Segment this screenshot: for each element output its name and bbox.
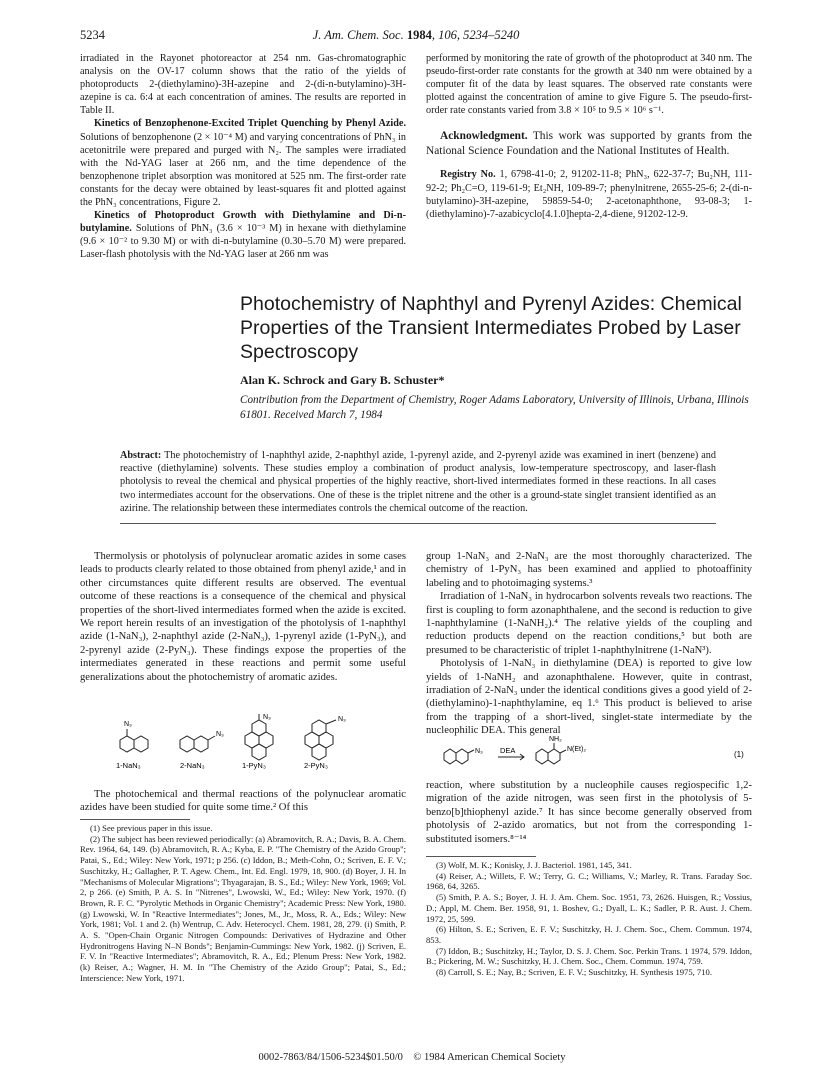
footnote: (5) Smith, P. A. S.; Boyer, J. H. J. Am. Chem. Soc. 1951, 73, 2626. Huisgen, R.; Vossius, D.; Appl, M. Chem. Ber. 1958, 91, 1. Boshev, G.; Dyall, L. K.; Sadler, P. R. Aust. J. Chem. 1972, 25, 599. bbox=[426, 892, 752, 924]
copyright-notice: © 1984 American Chemical Society bbox=[413, 1052, 566, 1063]
section-heading: Kinetics of Photoproduct Growth with Diethylamine and Di-n-butylamine. bbox=[80, 210, 406, 235]
abstract-text: The photochemistry of 1-naphthyl azide, 2-naphthyl azide, 1-pyrenyl azide, and 2-pyrenyl azide was examined in inert (benzene) and reactive (diethylamine) solvents. These studies employ a combination of product analysis, low-temperature spectroscopy, and laser-flash photolysis to reveal the chemical and physical properties of the highly reactive, short-lived intermediates formed in these reactions. In all cases two intermediates account for the observations. One of these is the triplet nitrene and the other is a ground-state singlet transient identified as an azirine. The relationship between these intermediates controls the chemical outcome of the reaction. bbox=[120, 450, 716, 514]
body-paragraph: reaction, where substitution by a nucleophile causes regiospecific 1,2-migration of the azide nitrogen, was seen first in the photolysis of 5-benzo[b]thiophenyl azide.⁷ It has since become generally observed from photolysis of 2-azido aromatics, but not from the corresponding 1-substituted isomers.⁸⁻¹⁴ bbox=[426, 780, 752, 845]
body-paragraph: The photochemical and thermal reactions of the polynuclear aromatic azides have been studied for quite some time.² Of this bbox=[80, 789, 406, 814]
publication-code: 0002-7863/84/1506-5234$01.50/0 bbox=[258, 1052, 403, 1063]
page-number: 5234 bbox=[80, 28, 105, 42]
footnotes-right bbox=[426, 860, 752, 978]
footnote: (6) Hilton, S. E.; Scriven, E. F. V.; Suschitzky, H. J. Chem. Soc., Chem. Commun. 1974, 853. bbox=[426, 924, 752, 945]
acknowledgment bbox=[426, 129, 752, 158]
reagent-label: DEA bbox=[500, 746, 516, 755]
article-affiliation: Contribution from the Department of Chemistry, Roger Adams Laboratory, University of Illinois, Urbana, Illinois 61801. Received March 7, 1984 bbox=[240, 394, 749, 421]
structure-label: 2-NaN₃ bbox=[180, 761, 205, 770]
journal-citation: J. Am. Chem. Soc. 1984, 106, 5234–5240 bbox=[312, 28, 520, 42]
structure-label: 1-PyN₃ bbox=[242, 761, 266, 770]
naphthyl-azide-1-structure bbox=[120, 729, 148, 752]
n3-label: N₃ bbox=[124, 721, 132, 728]
footnote: (7) Iddon, B.; Suschitzky, H.; Taylor, D. S. J. Chem. Soc. Perkin Trans. 1 1974, 579. Iddon, B.; Pickering, M. W.; Suschitzky, H. J. Chem. Soc., Chem. Commun. 1974, 759. bbox=[426, 945, 752, 967]
body-paragraph: group 1-NaN₃ and 2-NaN₃ are the most thoroughly characterized. The chemistry of 1-PyN₃ has been examined and applied to photoaffinity labeling and to photoimaging systems.³ bbox=[426, 551, 752, 589]
naphthyl-azide-2-structure bbox=[180, 736, 215, 752]
section-heading: Kinetics of Benzophenone-Excited Triplet Quenching by Phenyl Azide. bbox=[94, 118, 406, 130]
body-paragraph: Irradiation of 1-NaN₃ in hydrocarbon solvents reveals two reactions. The first is coupling to form azonaphthalene, and the second is reduction to give 1-naphthylamine (1-NaNH₂).⁴ The relative yields of the coupling and reduction products depend on the reaction conditions,⁵ but both are presumed to be characteristic of triplet 1-naphthylnitrene (1-NaN³). bbox=[426, 591, 752, 656]
footnote: (2) The subject has been reviewed periodically: (a) Abramovitch, R. A.; Davis, B. A. Chem. Rev. 1964, 64, 149. (b) Abramovitch, R. A.; Kyba, E. P. "The Chemistry of the Azido Group"; Patai, S., Ed.; Wiley: New York, 1971; p 256. (c) Iddon, B.; Meth-Cohn, O.; Scriven, E. F. V.; Suschitzky, H.; Gallagher, P. T. Agew. Chem., Int. Ed. Engl. 1979, 18, 900. (d) Boyer, J. H. In "Mechanisms of Molecular Migrations"; Thyagarajan, B. S., Ed.; Wiley: New York, 1969; Vol. 2, p 266. (e) Smith, P. A. S. In "Nitrenes", Lwowski, W., Ed.; Wiley: New York, 1970. (f) Brown, R. F. C. "Pyrolytic Methods in Organic Chemistry"; Academic Press: New York, 1980. (g) Lwowski, W. In "Reactive Intermediates"; Jones, M., Jr., Moss, R. A., Eds.; Wiley: New York, 1981; Vol. 1 and 2. (h) Wentrup, C. Adv. Heterocycl. Chem. 1981, 28, 279. (i) Smith, P. A. S. "Open-Chain Organic Nitrogen Compounds: Derivatives of Hydrazine and Other Hydronitrogens Having N–N Bonds"; Benjamin-Cummings: New York, 1982. (j) Scriven, E. F. V. In "Reactive Intermediates"; Abramovitch, R. A., Ed.; Plenum Press: New York, 1982. (k) Reiser, A.; Wagner, H. M. In "The Chemistry of the Azido Group"; Patai, S., Ed.; Interscience: New York, 1971. bbox=[80, 833, 406, 983]
paragraph-text: Solutions of PhN₃ (3.6 × 10⁻³ M) in hexane with diethylamine (9.6 × 10⁻² to 9.30 M) or with di-n-butylamine (0.30–5.70 M) were prepared. Laser-flash photolysis with the Nd-YAG laser at 266 nm was bbox=[80, 223, 407, 261]
abstract-heading: Abstract: bbox=[120, 450, 162, 461]
footnote: (8) Carroll, S. E.; Nay, B.; Scriven, E. F. V.; Suschitzky, H. Synthesis 1975, 710. bbox=[436, 967, 712, 978]
structure-label: 1-NaN₃ bbox=[116, 761, 141, 770]
running-header bbox=[80, 28, 752, 44]
article-authors: Alan K. Schrock and Gary B. Schuster* bbox=[240, 373, 445, 387]
equation-1 bbox=[440, 733, 752, 773]
footnote: (1) See previous paper in this issue. bbox=[90, 823, 213, 833]
journal-volume: 106 bbox=[438, 28, 457, 42]
structure-label: 2-PyN₃ bbox=[304, 761, 328, 770]
experimental-paragraph bbox=[80, 209, 406, 261]
n3-label: N₃ bbox=[338, 716, 346, 723]
net2-label: N(Et)₂ bbox=[567, 746, 587, 753]
pyrenyl-azide-2-structure bbox=[305, 720, 336, 760]
registry-text: 1, 6798-41-0; 2, 91202-11-8; PhN₃, 622-37-7; Bu₂NH, 111-92-2; Ph₂C=O, 119-61-9; Et₂NH, 109-89-7; phenylnitrene, 2655-25-6; 2-(di-n-butylamino)-3H-azepine, 59859-54-0; 2-acetonaphthone, 93-08-3; 1-(diethylamino)-7-azabicyclo[4.1.0]hepta-2,4-diene, 91202-12-9. bbox=[426, 169, 752, 220]
body-paragraph: Thermolysis or photolysis of polynuclear aromatic azides in some cases leads to products clearly related to those obtained from phenyl azide,¹ and in other circumstances quite different results are observed. The eventual outcome of these reactions is a consequence of the chemical and physical properties of the short-lived intermediates formed when the azide is excited. We report herein results of an investigation of the photolysis of 1-naphthyl azide (1-NaN₃), 2-naphthyl azide (2-NaN₃), 1-pyrenyl azide (1-PyN₃), and 2-pyrenyl azide (2-PyN₃). These findings expose the properties of the intermediates generated in these reactions and permit some useful generalizations about the photochemistry of aromatic azides. bbox=[80, 551, 406, 683]
n3-label: N₃ bbox=[216, 731, 224, 738]
footnote: (4) Reiser, A.; Willets, F. W.; Terry, G. C.; Williams, V.; Marley, R. Trans. Faraday Soc. 1968, 64, 3265. bbox=[426, 870, 752, 892]
journal-pages: 5234–5240 bbox=[463, 28, 520, 42]
abstract-rule bbox=[120, 523, 716, 524]
experimental-column-right bbox=[426, 52, 752, 221]
experimental-paragraph bbox=[80, 117, 406, 209]
body-paragraph: Photolysis of 1-NaN₃ in diethylamine (DEA) is reported to give low yields of 1-NaNH₂ and azonaphthalene. However, quite in contrast, irradiation of 2-NaN₃ under the identical conditions gives a good yield of 2-(diethylamino)-1-naphthylamine, eq 1.⁶ This product is believed to arise from the trapping of a short-lived, singlet-state intermediate by the nucleophilic DEA. This general bbox=[426, 658, 752, 737]
acknowledgment-heading: Acknowledgment. bbox=[440, 130, 528, 143]
n3-label: N₃ bbox=[263, 714, 271, 721]
experimental-column-left bbox=[80, 52, 406, 262]
footnotes-left bbox=[80, 823, 406, 984]
experimental-paragraph: performed by monitoring the rate of growth of the photoproduct at 340 nm. The pseudo-first-order rate constants for the growth at 340 nm were obtained by a computer fit of the data by least squares. The observed rate constants were plotted against the concentration of amine to give Figure 5. The pseudo-first-order rate constants varied from 3.8 × 10⁵ to 9.5 × 10⁶ s⁻¹. bbox=[426, 53, 752, 117]
article-title: Photochemistry of Naphthyl and Pyrenyl Azides: Chemical Properties of the Transient Intermediates Probed by Laser Spectroscopy bbox=[240, 293, 742, 363]
body-column-right bbox=[426, 550, 752, 738]
journal-name: J. Am. Chem. Soc. bbox=[312, 28, 404, 42]
acknowledgment-text: This work was supported by grants from the National Science Foundation and the National Institutes of Health. bbox=[426, 130, 752, 157]
journal-year: 1984 bbox=[406, 28, 432, 42]
body-column-right-continued bbox=[426, 779, 752, 846]
azide-structures-figure bbox=[110, 712, 390, 770]
registry-heading: Registry No. bbox=[440, 169, 496, 181]
body-column-left-continued bbox=[80, 788, 406, 815]
registry-numbers bbox=[426, 168, 752, 220]
footnote-rule bbox=[426, 856, 536, 857]
body-column-left bbox=[80, 550, 406, 684]
abstract bbox=[120, 449, 716, 515]
paragraph-text: Solutions of benzophenone (2 × 10⁻⁴ M) and varying concentrations of PhN₃ in acetonitrile were prepared and purged with N₂. The samples were irradiated with the Nd-YAG laser at 266 nm, and the time dependence of the benzophenone triplet absorption was monitored at 525 nm. The first-order rate constants for the decay were obtained by least-squares fit and plotted against the PhN₃ concentrations, Figure 2. bbox=[80, 131, 406, 209]
n3-label: N₃ bbox=[475, 748, 483, 755]
nh2-label: NH₂ bbox=[549, 736, 562, 743]
page-footer bbox=[0, 1052, 824, 1063]
experimental-paragraph: irradiated in the Rayonet photoreactor at 254 nm. Gas-chromatographic analysis on the OV-17 column shows that the ratio of the yields of photoproducts 2-(diethylamino)-3H-azepine and 2-(di-n-butylamino)-3H-azepine is ca. 6:4 at each concentration of amines. The results are reported in Table II. bbox=[80, 53, 406, 117]
footnote-rule bbox=[80, 819, 190, 820]
equation-number: (1) bbox=[734, 750, 744, 759]
footnote: (3) Wolf, M. K.; Konisky, J. J. Bacteriol. 1981, 145, 341. bbox=[436, 860, 632, 870]
